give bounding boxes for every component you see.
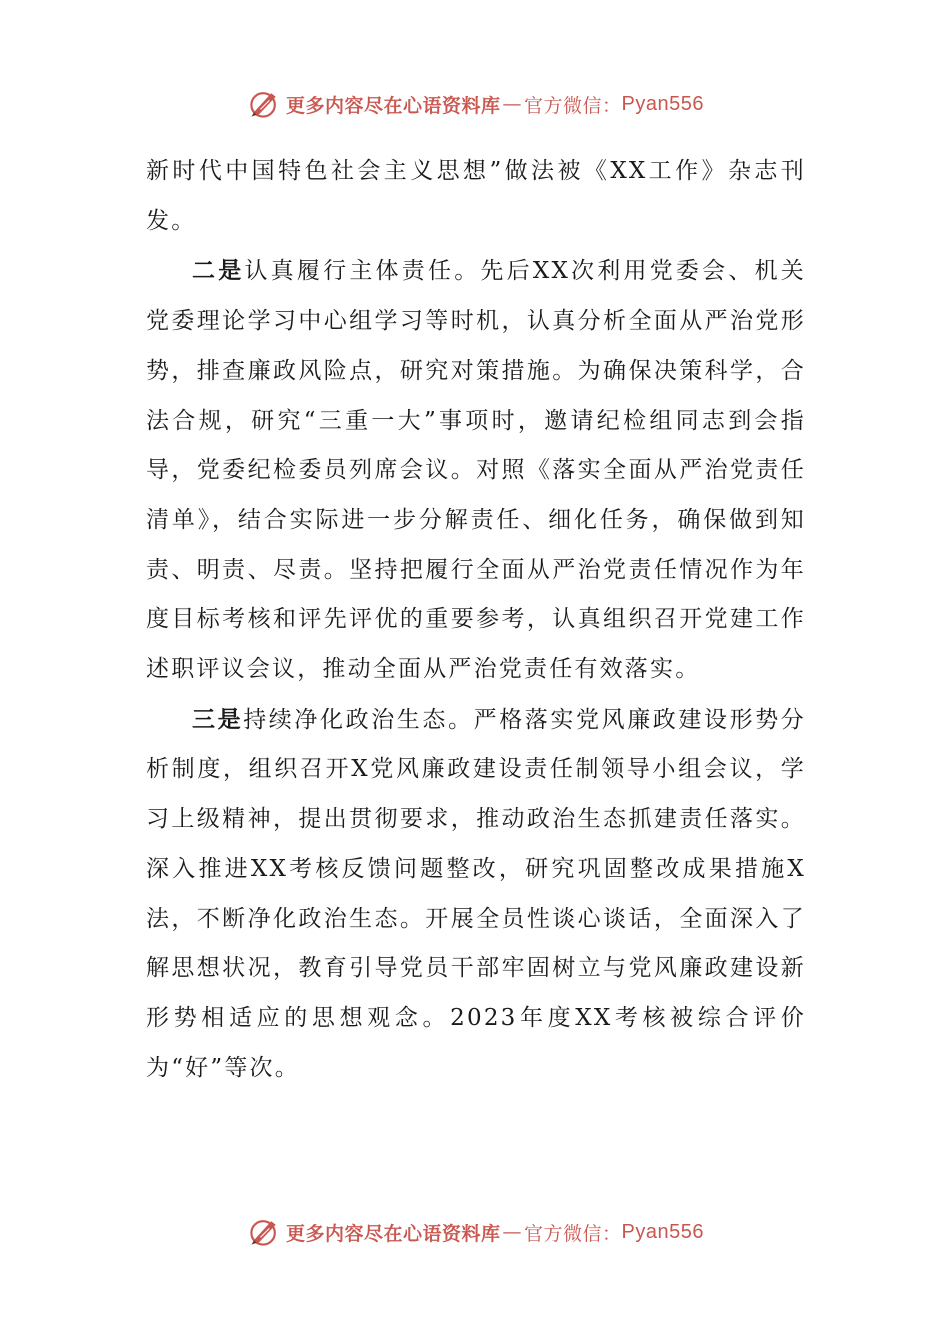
paragraph-second (146, 246, 806, 694)
banner-wechat-id: Pyan556 (621, 1220, 704, 1243)
pen-circle-logo-icon (246, 1214, 282, 1250)
banner-brand-text: 更多内容尽在心语资料库 (286, 1222, 501, 1245)
banner-brand-text: 更多内容尽在心语资料库 (286, 94, 501, 117)
pen-circle-logo-icon (246, 86, 282, 122)
header-banner (0, 84, 950, 124)
paragraph-continuation (146, 146, 806, 246)
banner-wechat-id: Pyan556 (621, 92, 704, 115)
banner-separator: — (502, 1221, 523, 1243)
paragraph-text: 持续净化政治生态。严格落实党风廉政建设形势分析制度，组织召开X党风廉政建设责任制领导小组会议，学习上级精神，提出贯彻要求，推动政治生态抓建责任落实。深入推进XX考核反馈问题整改，研究巩固整改成果措施X法，不断净化政治生态。开展全员性谈心谈话，全面深入了解思想状况，教育引导党员干部牢固树立与党风廉政建设新形势相适应的思想观念。2023年度XX考核被综合评价为“好”等次。 (146, 706, 806, 1081)
paragraph-lead: 二是 (192, 257, 245, 285)
banner-wechat-label: 官方微信： (524, 1222, 622, 1245)
banner-separator: — (502, 93, 523, 115)
footer-banner (0, 1212, 950, 1252)
document-body (146, 146, 806, 1093)
paragraph-lead: 三是 (192, 705, 244, 733)
banner-wechat-label: 官方微信： (524, 94, 622, 117)
paragraph-third (146, 695, 806, 1094)
paragraph-text: 新时代中国特色社会主义思想”做法被《XX工作》杂志刊发。 (146, 158, 806, 234)
paragraph-text: 认真履行主体责任。先后XX次利用党委会、机关党委理论学习中心组学习等时机，认真分析全面从严治党形势，排查廉政风险点，研究对策措施。为确保决策科学，合法合规，研究“三重一大”事项时，邀请纪检组同志到会指导，党委纪检委员列席会议。对照《落实全面从严治党责任清单》，结合实际进一步分解责任、细化任务，确保做到知责、明责、尽责。坚持把履行全面从严治党责任情况作为年度目标考核和评先评优的重要参考，认真组织召开党建工作述职评议会议，推动全面从严治党责任有效落实。 (146, 258, 806, 683)
